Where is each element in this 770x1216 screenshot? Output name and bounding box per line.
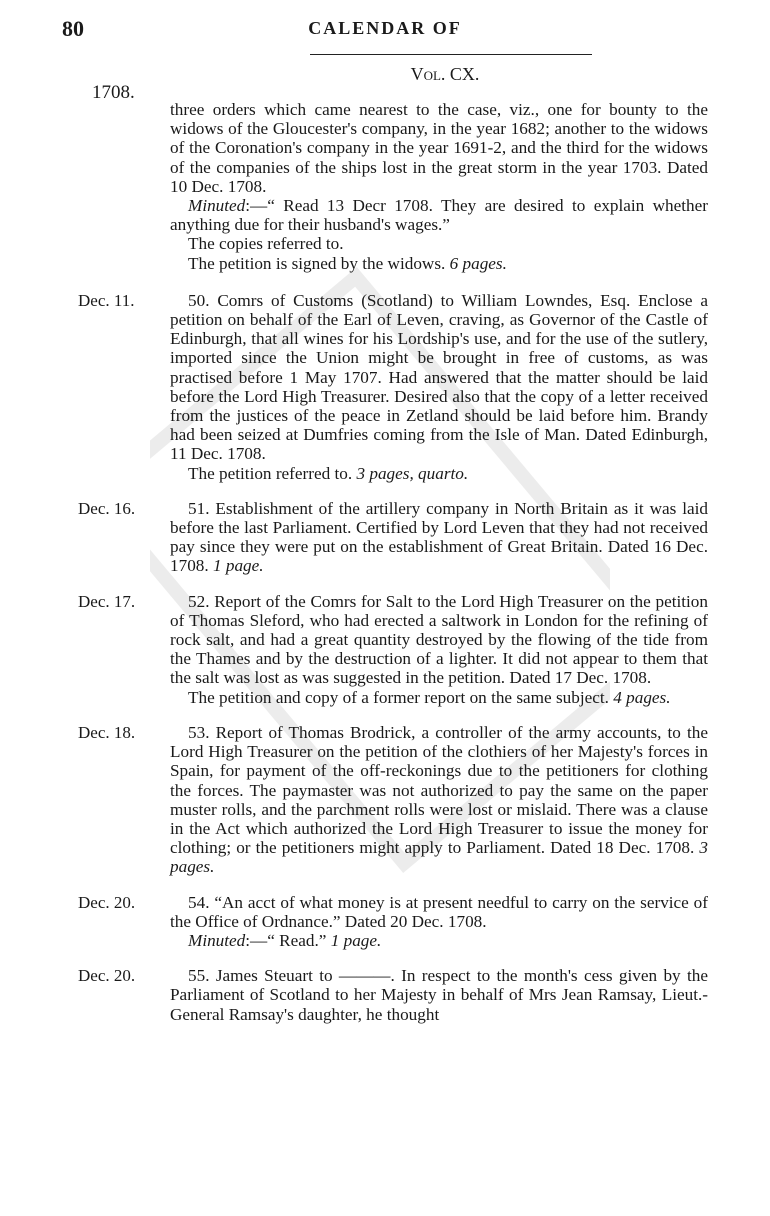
- entry-55: [78, 966, 708, 1024]
- entry-51: [78, 498, 708, 576]
- page-body: [78, 100, 708, 1040]
- entry-date: Dec. 18.: [78, 722, 136, 742]
- entry-note: The petition and copy of a former report on the same subject. 4 pages.: [188, 687, 671, 707]
- page-number: 80: [62, 16, 84, 41]
- volume-heading: Vol. CX.: [410, 64, 480, 84]
- running-title: CALENDAR OF: [308, 18, 462, 38]
- entry-text: 55. James Steuart to ———. In respect to the month's cess given by the Parliament of Scotland to her Majesty in behalf of Mrs Jean Ramsay, Lieut.-General Ramsay's daughter, he thought: [170, 966, 708, 1024]
- header-rule: [310, 54, 592, 55]
- minuted-line: Minuted:—“ Read.” 1 page.: [188, 930, 382, 950]
- page-header: [0, 10, 770, 50]
- entry-54: [78, 892, 708, 951]
- entry-text: 53. Report of Thomas Brodrick, a controller of the army accounts, to the Lord High Treasurer on the petition of the clothiers of her Majesty's forces in Spain, for payment of the off-reckonings due to the petitioners for clothing the forces. The paymaster was not authorized to pay the same on the paper muster rolls, and the parchment rolls were lost or mislaid. There was a clause in the Act which authorized the Lord High Treasurer to issue the money for clothing; or the petitioners might apply to Parliament. Dated 18 Dec. 1708. 3 pages.: [170, 722, 708, 877]
- entry-date: Dec. 16.: [78, 498, 136, 518]
- entry-52: [78, 591, 708, 707]
- entry-note: The petition referred to. 3 pages, quarto.: [188, 463, 469, 483]
- copies-note: The copies referred to.: [188, 234, 344, 254]
- year-margin: 1708.: [92, 82, 135, 103]
- entry-text: 54. “An acct of what money is at present needful to carry on the service of the Office of Ordnance.” Dated 20 Dec. 1708.: [170, 892, 708, 931]
- entry-50: [78, 290, 708, 483]
- signed-note: The petition is signed by the widows. 6 pages.: [188, 253, 507, 273]
- continued-entry: [170, 100, 708, 273]
- entry-text: 51. Establishment of the artillery company in North Britain as it was laid before the last Parliament. Certified by Lord Leven that they had not received pay since they were put on the establishment of Great Britain. Dated 16 Dec. 1708. 1 page.: [170, 498, 708, 576]
- entry-date: Dec. 17.: [78, 591, 136, 611]
- entry-text: 52. Report of the Comrs for Salt to the Lord High Treasurer on the petition of Thomas Sleford, who had erected a saltwork in London for the refining of rock salt, and had a great quantity destroyed by the flowing of the tide from the Thames and by the destruction of a lighter. It did not appear to them that the salt was lost as was suggested in the petition. Dated 17 Dec. 1708.: [170, 591, 708, 688]
- entry-text: 50. Comrs of Customs (Scotland) to William Lowndes, Esq. Enclose a petition on behalf of the Earl of Leven, craving, as Governor of the Castle of Edinburgh, that all wines for his Lordship's use, and for the use of the sutlery, imported since the Union might be brought in free of customs, as was practised before 1 May 1707. Had answered that the matter should be laid before the Lord High Treasurer. Desired also that the copy of a letter received from the justices of the peace in Zetland should be laid before him. Brandy had been seized at Dumfries coming from the Isle of Man. Dated Edinburgh, 11 Dec. 1708.: [170, 290, 708, 464]
- continued-text: three orders which came nearest to the case, viz., one for bounty to the widows of the Gloucester's company, in the year 1682; another to the widows of the Coronation's company in the year 1691-2, and the third for the widows of the companies of the ships lost in the great storm in the year 1703. Dated 10 Dec. 1708.: [170, 100, 708, 196]
- minuted-line: Minuted:—“ Read 13 Decr 1708. They are desired to explain whether anything due for their husband's wages.”: [170, 196, 708, 235]
- entry-date: Dec. 20.: [78, 892, 136, 912]
- entry-53: [78, 722, 708, 877]
- entry-date: Dec. 11.: [78, 290, 135, 310]
- entry-date: Dec. 20.: [78, 966, 136, 986]
